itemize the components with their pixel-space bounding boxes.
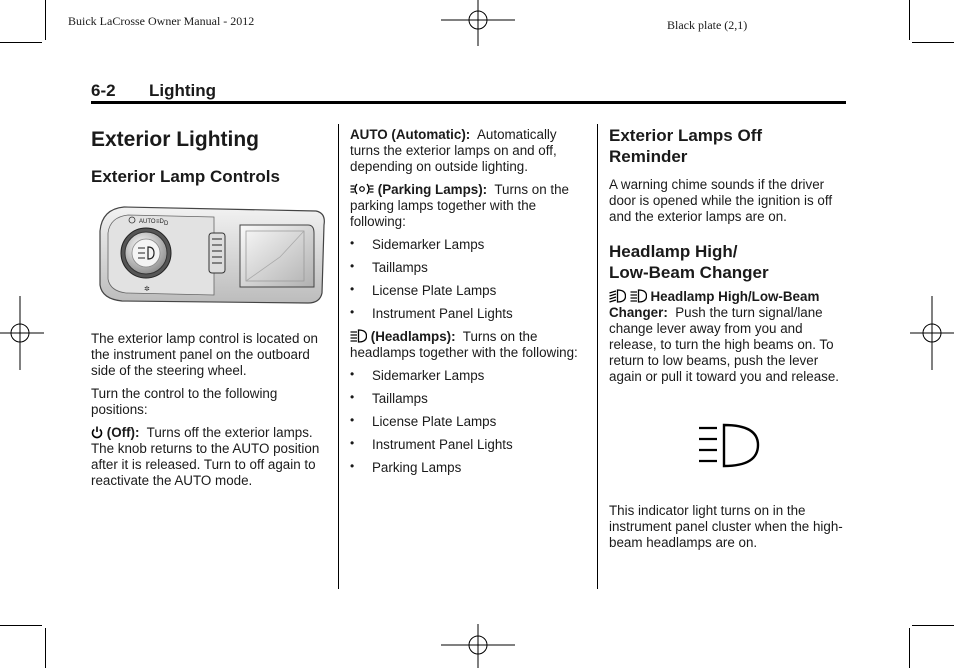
off-text: Turns off the exterior lamps. The knob returns to the AUTO position after it is released. Turn to off again to reactivate the AUTO mode.: [91, 425, 320, 488]
changer-heading-line1: Headlamp High/: [609, 242, 738, 261]
headlamps-label: (Headlamps):: [370, 329, 456, 344]
crop-mark: [909, 628, 910, 668]
paragraph-positions: Turn the control to the following positions:: [91, 386, 278, 417]
changer-heading-line2: Low-Beam Changer: [609, 263, 769, 282]
list-item: • License Plate Lamps: [350, 283, 582, 306]
paragraph-parking: [350, 182, 582, 230]
headlamps-text: Turns on the headlamps together with the following:: [350, 329, 578, 360]
subsection-title: Exterior Lamp Controls: [91, 167, 280, 186]
low-beam-icon: [609, 289, 626, 303]
crop-mark: [45, 0, 46, 40]
list-item: • Parking Lamps: [350, 460, 582, 483]
headlamps-list: [350, 368, 582, 483]
crop-mark: [0, 42, 42, 43]
list-item: • Sidemarker Lamps: [350, 237, 582, 260]
plate-label: Black plate (2,1): [667, 18, 748, 32]
page-title: Exterior Lighting: [91, 128, 259, 151]
section-title: Lighting: [149, 81, 217, 100]
column-2: [350, 125, 582, 483]
column-3: [609, 125, 849, 551]
changer-text: [609, 289, 849, 385]
registration-mark-icon: [441, 0, 515, 46]
section-heading: [91, 81, 216, 101]
section-number: 6-2: [91, 81, 116, 100]
high-beam-indicator-icon: [697, 422, 761, 470]
parking-lamps-label: (Parking Lamps):: [377, 182, 488, 197]
registration-mark-icon: [441, 624, 515, 668]
reminder-heading: Exterior Lamps Off Reminder: [609, 126, 763, 166]
svg-text:≡D: ≡D: [156, 219, 164, 225]
list-item: • License Plate Lamps: [350, 414, 582, 437]
list-item: • Instrument Panel Lights: [350, 437, 582, 460]
paragraph-location: The exterior lamp control is located on the instrument panel on the outboard side of the steering wheel.: [91, 331, 319, 378]
registration-mark-icon: [910, 296, 954, 370]
changer-heading: [609, 241, 849, 283]
column-1: [91, 125, 326, 489]
headlamps-icon: [350, 329, 367, 343]
list-item: • Instrument Panel Lights: [350, 306, 582, 329]
paragraph-headlamps: [350, 329, 582, 361]
crop-mark: [909, 0, 910, 40]
parking-lamps-icon: [350, 182, 374, 196]
power-icon: [91, 426, 103, 439]
reminder-text: A warning chime sounds if the driver door is opened while the ignition is off and the exterior lamps are on.: [609, 177, 833, 224]
crop-mark: [912, 42, 954, 43]
list-item: • Taillamps: [350, 391, 582, 414]
high-beam-icon: [630, 289, 647, 303]
registration-mark-icon: [0, 296, 44, 370]
manual-title: Buick LaCrosse Owner Manual - 2012: [68, 14, 255, 28]
column-divider: [597, 124, 598, 589]
parking-lamps-text: Turns on the parking lamps together with the following:: [350, 182, 569, 229]
crop-mark: [912, 625, 954, 626]
svg-text:D: D: [164, 221, 169, 227]
list-item: • Taillamps: [350, 260, 582, 283]
changer-body: Push the turn signal/lane change lever away from you and release, to turn the high beams on. To return to low beams, push the lever again or pull it toward you and release.: [609, 305, 840, 384]
heading-rule: [91, 101, 846, 104]
off-label: (Off):: [106, 425, 140, 440]
lamp-control-illustration: [94, 203, 329, 313]
list-item: • Sidemarker Lamps: [350, 368, 582, 391]
changer-label: Headlamp High/Low-Beam Changer:: [609, 289, 820, 320]
auto-mode-label: AUTO (Automatic):: [350, 127, 471, 142]
paragraph-off: [91, 425, 326, 489]
parking-lamps-list: [350, 237, 582, 329]
crop-mark: [45, 628, 46, 668]
indicator-text: This indicator light turns on in the instrument panel cluster when the high-beam headlamps are on.: [609, 503, 843, 550]
svg-text:✲: ✲: [144, 286, 150, 293]
paragraph-auto: [350, 127, 582, 175]
auto-label: AUTO: [139, 219, 156, 225]
auto-mode-text: Automatically turns the exterior lamps on and off, depending on outside lighting.: [350, 127, 557, 174]
column-divider: [338, 124, 339, 589]
crop-mark: [0, 625, 42, 626]
